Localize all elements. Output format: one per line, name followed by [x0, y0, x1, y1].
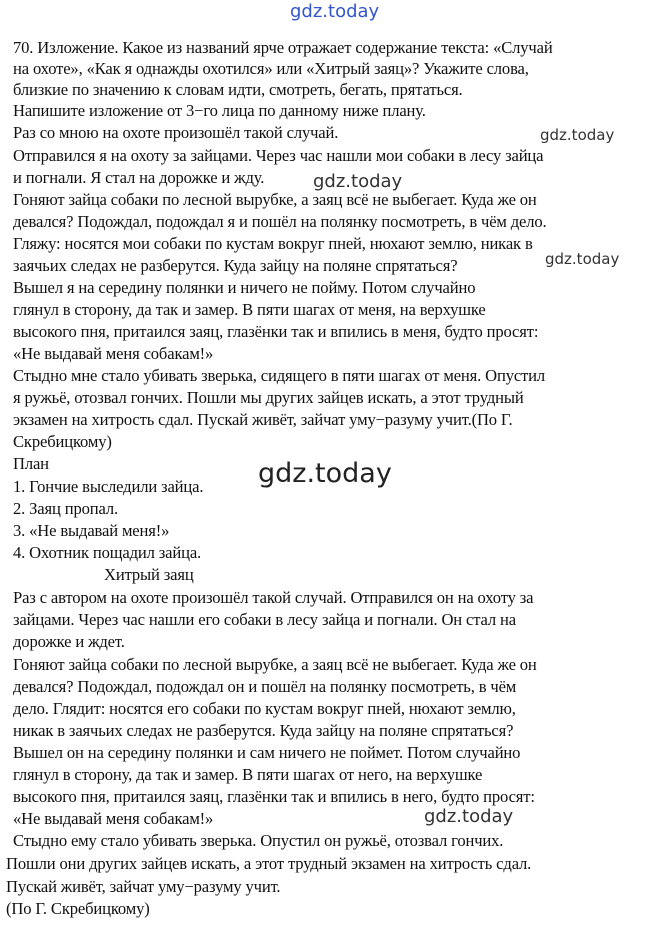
- text-line: Стыдно ему стало убивать зверька. Опустил он ружьё, отозвал гончих.: [13, 831, 504, 850]
- text-line: на охоте», «Как я однажды охотился» или «Хитрый заяц»? Укажите слова,: [13, 59, 529, 78]
- text-line: (По Г. Скребицкому): [6, 899, 150, 918]
- plan-item: 4. Охотник пощадил зайца.: [13, 543, 202, 562]
- text-line: глянул в сторону, да так и замер. В пяти шагах от него, на верхушке: [13, 765, 483, 784]
- plan-item: 1. Гончие выследили зайца.: [13, 477, 204, 496]
- text-line: высокого пня, притаился заяц, глазёнки так и впились в него, будто просят:: [13, 787, 535, 806]
- text-line: Раз с автором на охоте произошёл такой случай. Отправился он на охоту за: [13, 588, 534, 607]
- text-line: 70. Изложение. Какое из названий ярче отражает содержание текста: «Случай: [13, 38, 553, 57]
- text-line: дорожке и ждет.: [13, 632, 125, 651]
- watermark-top: gdz.today: [290, 1, 380, 22]
- text-line: и погнали. Я стал на дорожке и жду.: [13, 168, 265, 187]
- text-line: никак в заячьих следах не разберутся. Куда зайцу на поляне спрятаться?: [13, 721, 514, 740]
- watermark: gdz.today: [424, 806, 514, 827]
- text-line: Скребицкому): [13, 432, 112, 451]
- text-line: Гоняют зайца собаки по лесной вырубке, а заяц всё не выбегает. Куда же он: [13, 190, 537, 209]
- text-line: Напишите изложение от 3−го лица по данному ниже плану.: [13, 101, 426, 120]
- text-line: Отправился я на охоту за зайцами. Через час нашли мои собаки в лесу зайца: [13, 146, 544, 165]
- text-line: высокого пня, притаился заяц, глазёнки так и впились в меня, будто просят:: [13, 322, 539, 341]
- watermark: gdz.today: [545, 250, 620, 268]
- plan-item: 3. «Не выдавай меня!»: [13, 521, 170, 540]
- text-line: глянул в сторону, да так и замер. В пяти шагах от меня, на верхушке: [13, 300, 486, 319]
- text-line: близкие по значению к словам идти, смотреть, бегать, прятаться.: [13, 80, 463, 99]
- text-line: Вышел он на середину полянки и сам ничего не поймет. Потом случайно: [13, 743, 521, 762]
- story-title: Хитрый заяц: [104, 565, 194, 584]
- text-line: дело. Глядит: носятся его собаки по кустам вокруг пней, нюхают землю,: [13, 699, 516, 718]
- text-line: экзамен на хитрость сдал. Пускай живёт, зайчат уму−разуму учит.(По Г.: [13, 410, 513, 429]
- text-line: «Не выдавай меня собакам!»: [13, 809, 214, 828]
- text-line: «Не выдавай меня собакам!»: [13, 344, 214, 363]
- text-line: Вышел я на середину полянки и ничего не пойму. Потом случайно: [13, 278, 476, 297]
- text-line: Пускай живёт, зайчат уму−разуму учит.: [6, 877, 281, 896]
- plan-item: 2. Заяц пропал.: [13, 499, 118, 518]
- text-line: Гоняют зайца собаки по лесной вырубке, а заяц всё не выбегает. Куда же он: [13, 655, 537, 674]
- text-line: заячьих следах не разберутся. Куда зайцу на поляне спрятаться?: [13, 256, 458, 275]
- watermark: gdz.today: [313, 171, 403, 192]
- text-line: Стыдно мне стало убивать зверька, сидящего в пяти шагах от меня. Опустил: [13, 366, 546, 385]
- text-line: я ружьё, отозвал гончих. Пошли мы других зайцев искать, а этот трудный: [13, 388, 524, 407]
- text-line: Раз со мною на охоте произошёл такой случай.: [13, 123, 339, 142]
- text-line: зайцами. Через час нашли его собаки в лесу зайца и погнали. Он стал на: [13, 610, 516, 629]
- plan-heading: План: [13, 454, 49, 473]
- watermark-large: gdz.today: [258, 458, 392, 489]
- text-line: Пошли они других зайцев искать, а этот трудный экзамен на хитрость сдал.: [6, 854, 532, 873]
- text-line: девался? Подождал, подождал я и пошёл на полянку посмотреть, в чём дело.: [13, 212, 547, 231]
- text-line: Гляжу: носятся мои собаки по кустам вокруг пней, нюхают землю, никак в: [13, 234, 533, 253]
- watermark: gdz.today: [540, 126, 615, 144]
- text-line: девался? Подождал, подождал он и пошёл на полянку посмотреть, в чём: [13, 677, 517, 696]
